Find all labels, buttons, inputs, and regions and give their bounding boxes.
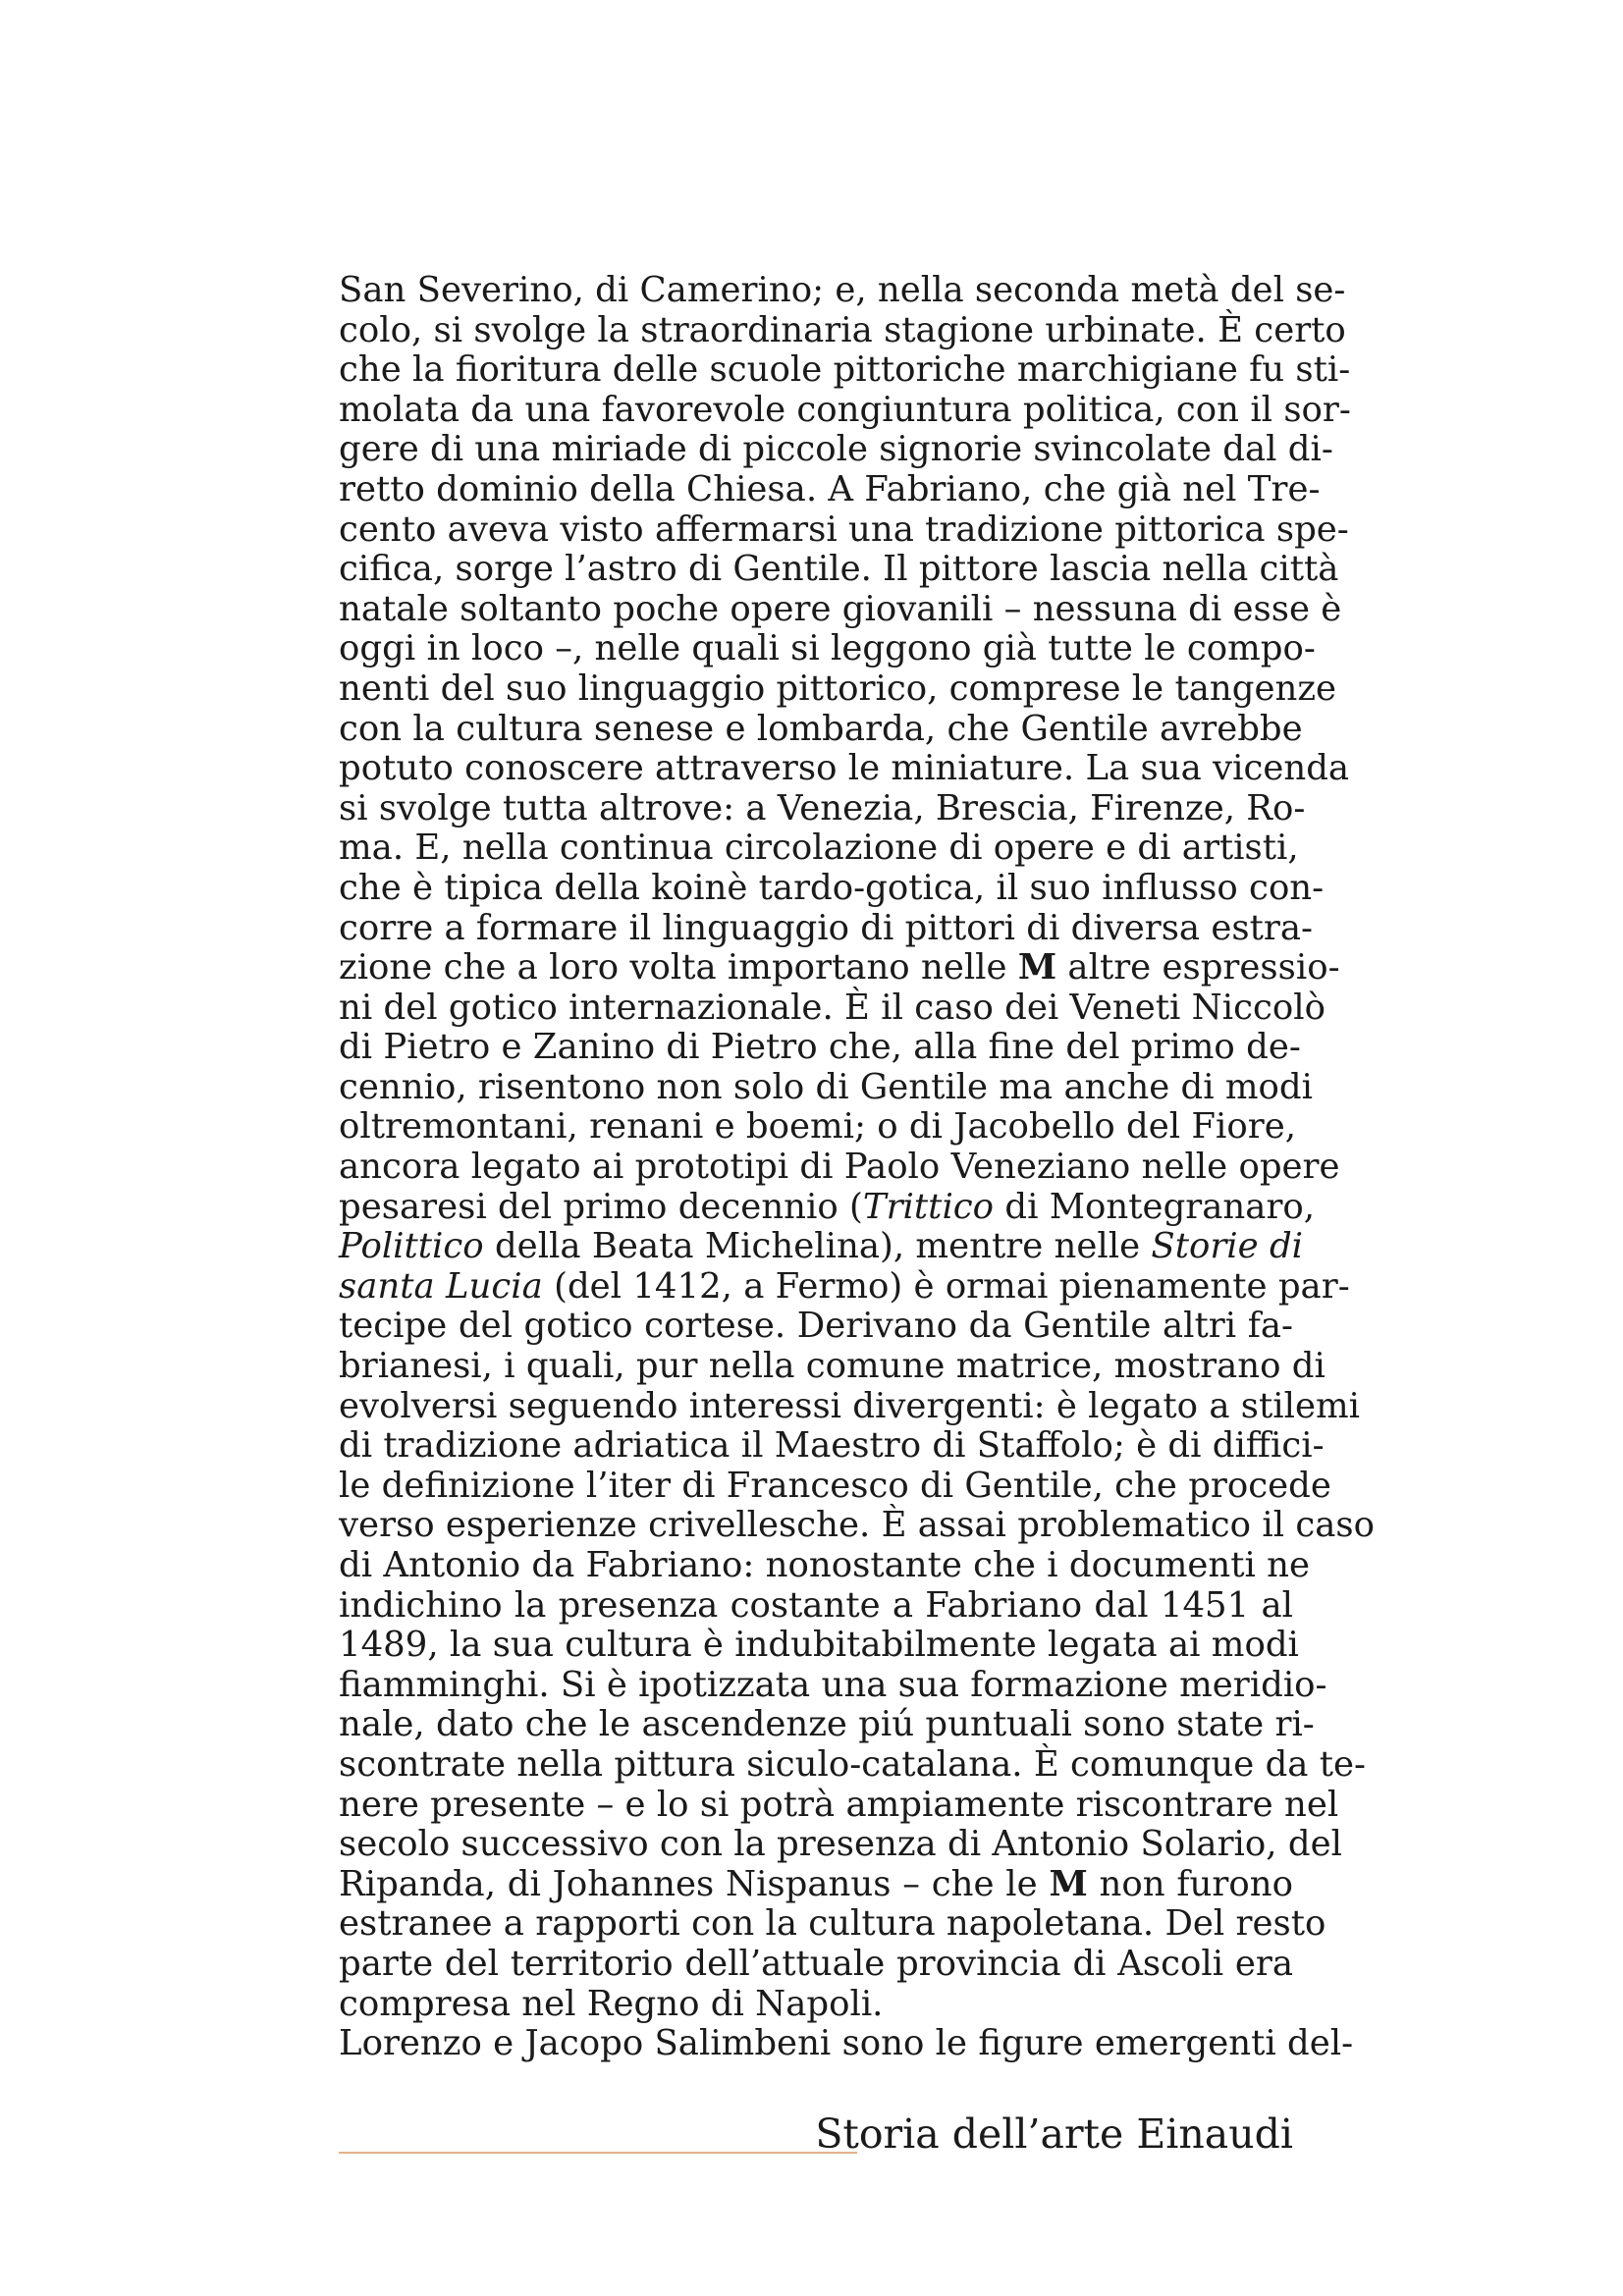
text-line: retto dominio della Chiesa. A Fabriano, che già nel Tre- — [339, 468, 1321, 509]
artwork-title: Storie di — [1151, 1226, 1304, 1267]
text-line: brianesi, i quali, pur nella comune matrice, mostrano di — [339, 1346, 1325, 1387]
text-line: oggi in loco –, nelle quali si leggono già tutte le compo- — [339, 628, 1316, 669]
text-line: oltremontani, renani e boemi; o di Jacobello del Fiore, — [339, 1106, 1297, 1148]
text-line: Lorenzo e Jacopo Salimbeni sono le figure emergenti del- — [339, 2023, 1354, 2064]
text-line: fiamminghi. Si è ipotizzata una sua formazione meridio- — [339, 1664, 1327, 1705]
text-line — [339, 1265, 1350, 1308]
text-line: nenti del suo linguaggio pittorico, comprese le tangenze — [339, 667, 1337, 709]
text-line: di tradizione adriatica il Maestro di Staffolo; è di diffici- — [339, 1425, 1325, 1467]
text-run: di Montegranaro, — [994, 1186, 1316, 1227]
footer-rule — [339, 2152, 857, 2154]
text-run: Ripanda, di Johannes Nispanus – che le — [339, 1863, 1050, 1904]
text-line: che la fioritura delle scuole pittoriche marchigiane fu sti- — [339, 349, 1351, 391]
text-line: evolversi seguendo interessi divergenti: è legato a stilemi — [339, 1385, 1361, 1426]
text-line: colo, si svolge la straordinaria stagione urbinate. È certo — [339, 309, 1346, 350]
text-line: di Antonio da Fabriano: nonostante che i documenti ne — [339, 1545, 1311, 1585]
text-line: di Pietro e Zanino di Pietro che, alla fine del primo de- — [339, 1027, 1301, 1068]
text-run: altre espressio- — [1056, 947, 1340, 988]
text-line: 1489, la sua cultura è indubitabilmente legata ai modi — [339, 1625, 1299, 1666]
text-run: non furono — [1087, 1863, 1293, 1904]
text-line: indichino la presenza costante a Fabriano dal 1451 al — [339, 1584, 1293, 1626]
text-run: pesaresi del primo decennio ( — [339, 1186, 863, 1227]
marche-symbol: M — [1017, 947, 1057, 988]
marche-symbol: M — [1049, 1863, 1088, 1904]
text-line: ni del gotico internazionale. È il caso dei Veneti Niccolò — [339, 987, 1325, 1028]
text-run: (del 1412, a Fermo) è ormai pienamente par- — [542, 1265, 1350, 1307]
artwork-title: santa Lucia — [339, 1265, 543, 1307]
text-line: molata da una favorevole congiuntura politica, con il sor- — [339, 389, 1351, 430]
text-line — [339, 1226, 1304, 1267]
text-line — [339, 947, 1340, 988]
text-line: San Severino, di Camerino; e, nella seconda metà del se- — [339, 270, 1346, 310]
text-line: con la cultura senese e lombarda, che Gentile avrebbe — [339, 708, 1303, 749]
text-line: che è tipica della koinè tardo-gotica, il suo influsso con- — [339, 867, 1325, 908]
text-line: parte del territorio dell’attuale provincia di Ascoli era — [339, 1943, 1293, 1984]
text-line: corre a formare il linguaggio di pittori di diversa estra- — [339, 907, 1314, 948]
text-line: ma. E, nella continua circolazione di opere e di artisti, — [339, 828, 1299, 869]
text-line: le definizione l’iter di Francesco di Gentile, che procede — [339, 1465, 1331, 1506]
text-line: si svolge tutta altrove: a Venezia, Brescia, Firenze, Ro- — [339, 787, 1306, 828]
text-run: zione che a loro volta importano nelle — [339, 947, 1018, 988]
text-run: della Beata Michelina), mentre nelle — [483, 1226, 1152, 1267]
text-line: potuto conoscere attraverso le miniature. La sua vicenda — [339, 748, 1350, 789]
text-line: nale, dato che le ascendenze piú puntuali sono state ri- — [339, 1704, 1315, 1745]
text-line: nere presente – e lo si potrà ampiamente riscontrare nel — [339, 1784, 1339, 1825]
text-line: verso esperienze crivellesche. È assai problematico il caso — [339, 1505, 1375, 1546]
text-line: cento aveva visto affermarsi una tradizione pittorica spe- — [339, 508, 1349, 550]
text-line: scontrate nella pittura siculo-catalana. È comunque da te- — [339, 1743, 1367, 1785]
text-line: ancora legato ai prototipi di Paolo Veneziano nelle opere — [339, 1147, 1340, 1188]
body-text — [339, 270, 1375, 2064]
text-line: gere di una miriade di piccole signorie svincolate dal di- — [339, 429, 1333, 470]
text-line: secolo successivo con la presenza di Antonio Solario, del — [339, 1824, 1342, 1865]
paragraph-end-line: compresa nel Regno di Napoli. — [339, 1983, 884, 2024]
text-line — [339, 1186, 1316, 1228]
footer-title: Storia dell’arte Einaudi — [815, 2110, 1293, 2158]
text-line: tecipe del gotico cortese. Derivano da Gentile altri fa- — [339, 1306, 1293, 1347]
artwork-title: Polittico — [339, 1226, 484, 1267]
page-footer — [339, 2105, 1293, 2163]
text-line: cennio, risentono non solo di Gentile ma anche di modi — [339, 1066, 1313, 1107]
text-line: estranee a rapporti con la cultura napoletana. Del resto — [339, 1903, 1326, 1945]
text-line: natale soltanto poche opere giovanili – nessuna di esse è — [339, 588, 1342, 629]
text-line — [339, 1865, 1293, 1905]
artwork-title: Trittico — [862, 1186, 995, 1227]
text-line: cifica, sorge l’astro di Gentile. Il pittore lascia nella città — [339, 549, 1339, 590]
